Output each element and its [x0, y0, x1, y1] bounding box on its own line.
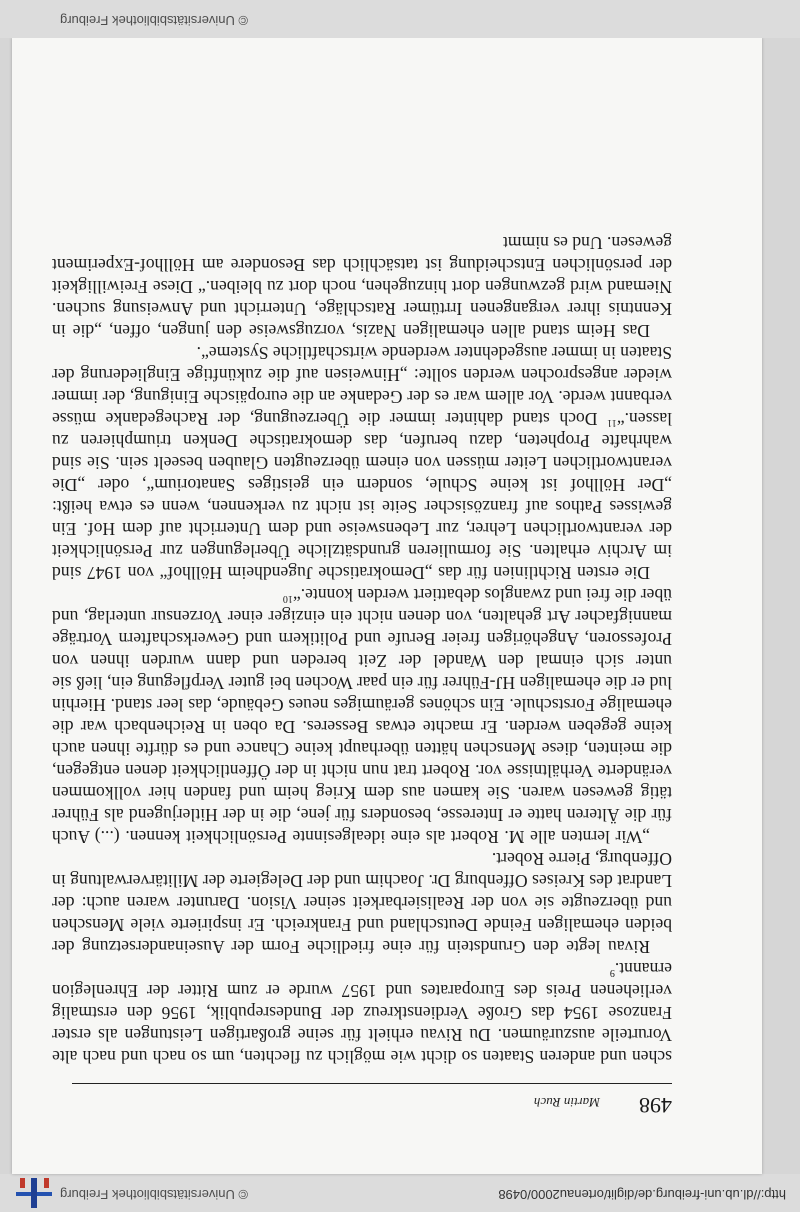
quotation-paragraph: „Wir lernten alle M. Robert als eine idealgesinnte Persönlichkeit kennen. (...) Auch für die Älteren hatte er Interesse, besonders für jene, die in der Hitlerjugend als Führer tätig gewesen waren. Sie kamen aus dem Krieg heim und fanden hier vollkommen veränderte Verhältnisse vor. Robert trat nun nicht in der Öffentlichkeit denen entgegen, die meinten, diese Menschen hätten überhaupt keine Chance und es dürfte ihnen auch keine gegeben werden. Er machte etwas Besseres. Da oben in Reichenbach war die ehemalige Forstschule. Ein schönes geräumiges neues Gebäude, das leer stand. Hierhin lud er die ehemaligen HJ-Führer für ein paar Wochen bei guter Verpflegung ein, ließ sie unter sich einmal den Wandel der Zeit bereden und dann wurden ihnen von Professoren, Angehörigen freier Berufe und Politikern und Gewerkschaftern Vorträge mannigfacher Art gehalten, von denen nicht ein einziger einer Vorzensur unterlag, und über die frei und zwanglos debattiert werden konnte.“$^{10}$ — [52, 585, 672, 847]
library-credit: © Universitätsbibliothek Freiburg — [60, 1187, 249, 1202]
viewer-bottom-bar — [0, 0, 800, 38]
page-url[interactable]: http://dl.ub.uni-freiburg.de/diglit/ortenau2000/0498 — [498, 1187, 786, 1202]
paragraph: schen und anderen Staaten so dicht wie möglich zu flechten, um so nach und nach alte Vorurteile auszuräumen. Du Rivau erhielt für seine großartigen Leistungen als erster Franzose 1954 das Große Verdienstkreuz der Bundesrepublik, 1956 den erstmalig verliehenen Preis des Europarates und 1957 wurde er zum Ritter der Ehrenlegion ernannt.$^9$ — [52, 959, 672, 1067]
viewer-top-bar — [0, 1174, 800, 1212]
paragraph: Das Heim stand allen ehemaligen Nazis, vorzugsweise den jungen, offen, „die in Kenntnis ihrer vergangenen Irrtümer Ratschläge, Unterricht und Anweisung suchen. Niemand wird gezwungen dort hinzugehen, noch dort zu bleiben.“ Diese Freiwilligkeit der persönlichen Entscheidung ist tatsächlich das Besondere am Höllhof-Experiment gewesen. Und es nimmt — [52, 233, 672, 341]
library-credit-bottom: © Universitätsbibliothek Freiburg — [60, 13, 249, 28]
page-header — [72, 1083, 672, 1118]
body-text — [52, 232, 672, 1068]
footnote-ref[interactable]: 9 — [609, 966, 615, 978]
university-library-logo-icon — [16, 1178, 52, 1208]
footnote-ref[interactable]: 10 — [282, 592, 293, 604]
running-head: Martin Ruch — [533, 1095, 600, 1110]
paragraph: Die ersten Richtlinien für das „Demokratische Jugendheim Höllhof“ von 1947 sind im Archiv erhalten. Sie formulieren grundsätzliche Überlegungen zur Persönlichkeit der verantwortlichen Lehrer, zur Lebensweise und dem Unterricht auf dem Hof. Ein gewisses Pathos auf französischer Seite ist nicht zu verkennen, wenn es etwa heißt: „Der Höllhof ist keine Schule, sondern ein geistiges Sanatorium“, oder „Die verantwortlichen Leiter müssen von einem überzeugten Glauben beseelt sein. Sie sind wahrhafte Propheten, dazu berufen, das demokratische Denken triumphieren zu lassen.“$^{11}$ Doch stand dahinter immer die Überzeugung, der Rachegedanke müsse verbannt werde. Vor allem war es der Gedanke an die europäische Einigung, der immer wieder angesprochen werden sollte: „Hinweisen auf die zukünftige Eingliederung der Staaten in immer ausgedehnter werdende wirtschaftliche Systeme“. — [52, 343, 672, 583]
paragraph: Rivau legte den Grundstein für eine friedliche Form der Auseinandersetzung der beiden ehemaligen Feinde Deutschland und Frankreich. Er inspirierte viele Menschen und überzeugte sie von der Realisierbarkeit seiner Vision. Darunter waren auch: der Landrat des Kreises Offenburg Dr. Joachim und der Delegierte der Militärverwaltung in Offenburg, Pierre Robert. — [52, 849, 672, 957]
scanned-page — [12, 38, 762, 1174]
page-number: 498 — [639, 1093, 672, 1118]
footnote-ref[interactable]: 11 — [607, 416, 617, 428]
